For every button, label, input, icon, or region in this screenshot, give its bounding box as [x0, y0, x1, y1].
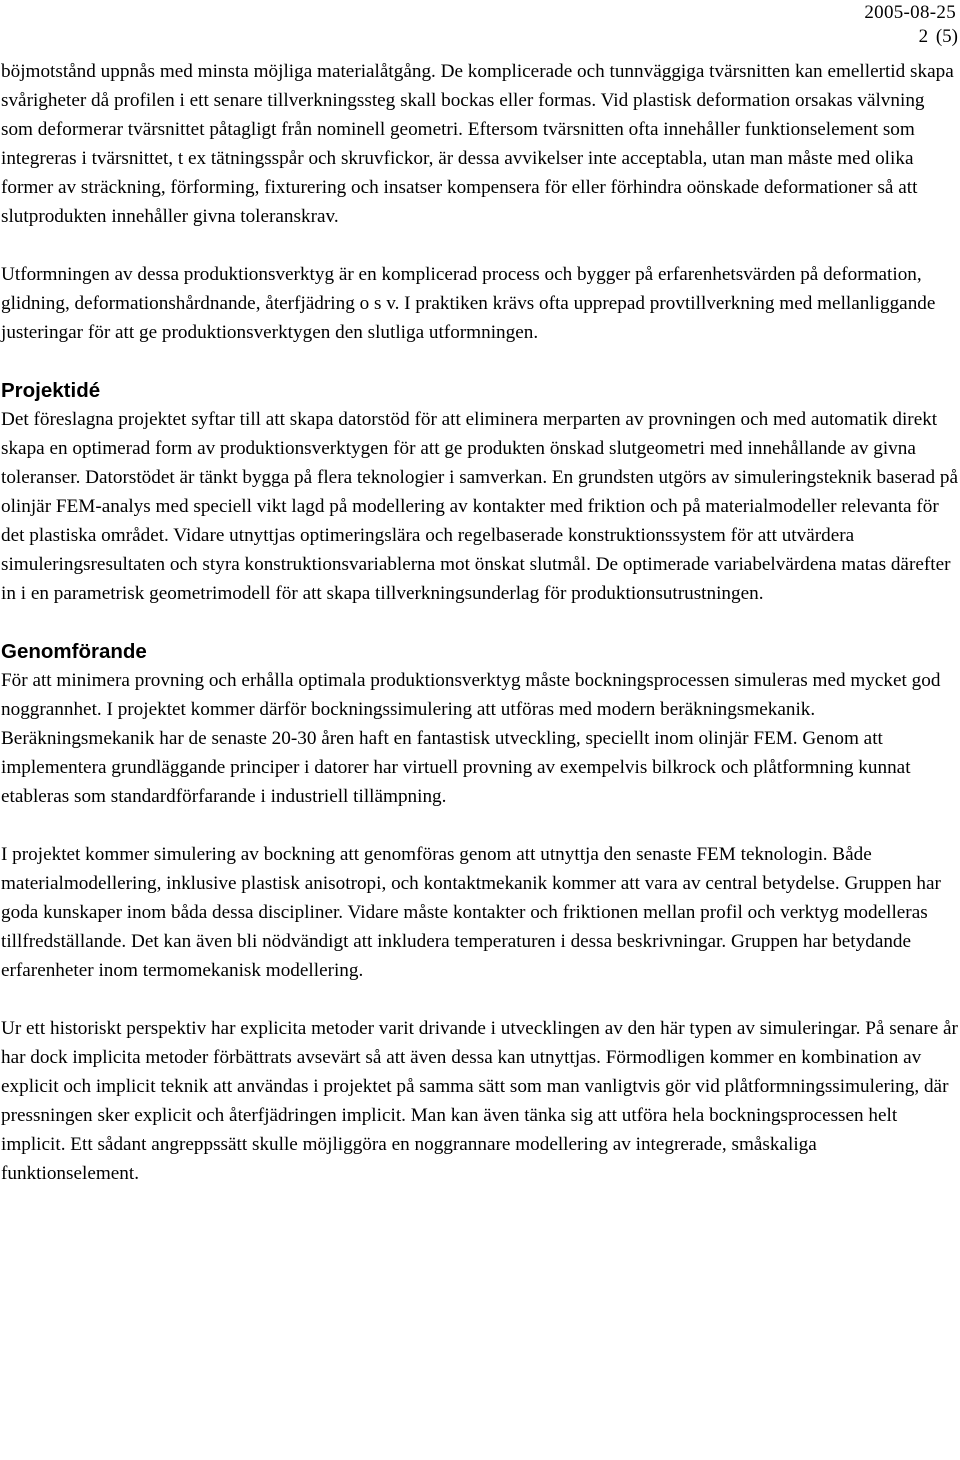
section-heading-genomforande: Genomförande	[1, 640, 147, 663]
document-body	[1, 57, 958, 1188]
paragraph-tool-design: Utformningen av dessa produktionsverktyg är en komplicerad process och bygger på erfarenhetsvärden på deformation, glidning, deformationshårdnande, återfjädring o s v. I praktiken krävs ofta upprepad provtillverkning med mellanliggande justeringar för att ge produktionsverktygen den slutliga utformningen.	[1, 264, 936, 343]
section-heading-projektide: Projektidé	[1, 379, 101, 402]
page-number: 2 (5)	[918, 26, 958, 47]
header-date: 2005-08-25	[864, 2, 956, 23]
paragraph-implementation-1: För att minimera provning och erhålla optimala produktionsverktyg måste bockningsprocessen simuleras med mycket god noggrannhet. I projektet kommer därför bockningssimulering att utföras med modern beräkningsmekanik. Beräkningsmekanik har de senaste 20-30 åren haft en fantastisk utveckling, speciellt inom olinjär FEM. Genom att implementera grundläggande principer i datorer har virtuell provning av exempelvis bilkrock och plåtformning kunnat etableras som standardförfarande i industriell tillämpning.	[1, 670, 941, 807]
paragraph-implementation-3: Ur ett historiskt perspektiv har explicita metoder varit drivande i utvecklingen av den här typen av simuleringar. På senare år har dock implicita metoder förbättrats avsevärt så att även dessa kan utnyttjas. Förmodligen kommer en kombination av explicit och implicit teknik att användas i projektet på samma sätt som man vanligtvis gör vid plåtformningssimulering, där pressningen sker explicit och återfjädringen implicit. Man kan även tänka sig att utföra hela bockningsprocessen helt implicit. Ett sådant angreppssätt skulle möjliggöra en noggrannare modellering av integrerade, småskaliga funktionselement.	[1, 1018, 958, 1184]
paragraph-implementation-2: I projektet kommer simulering av bockning att genomföras genom att utnyttja den senaste FEM teknologin. Både materialmodellering, inklusive plastisk anisotropi, och kontaktmekanik kommer att vara av central betydelse. Gruppen har goda kunskaper inom båda dessa discipliner. Vidare måste kontakter och friktionen mellan profil och verktyg modelleras tillfredställande. Det kan även bli nödvändigt att inkludera temperaturen i dessa beskrivningar. Gruppen har betydande erfarenheter inom termomekanisk modellering.	[1, 844, 941, 981]
paragraph-project-idea: Det föreslagna projektet syftar till att skapa datorstöd för att eliminera merparten av provningen och med automatik direkt skapa en optimerad form av produktionsverktygen för att ge produkten önskad slutgeometri med innehållande av givna toleranser. Datorstödet är tänkt bygga på flera teknologier i samverkan. En grundsten utgörs av simuleringsteknik baserad på olinjär FEM-analys med speciell vikt lagd på modellering av kontakter med friktion och på materialmodeller relevanta för det plastiska området. Vidare utnyttjas optimeringslära och regelbaserade konstruktionssystem för att utvärdera simuleringsresultaten och styra konstruktionsvariablerna mot önskat slutmål. De optimerade variabelvärdena matas därefter in i en parametrisk geometrimodell för att skapa tillverkningsunderlag för produktionsutrustningen.	[1, 409, 958, 604]
paragraph-continued: böjmotstånd uppnås med minsta möjliga materialåtgång. De komplicerade och tunnväggiga tvärsnitten kan emellertid skapa svårigheter då profilen i ett senare tillverkningssteg skall bockas eller formas. Vid plastisk deformation orsakas välvning som deformerar tvärsnittet påtagligt från nominell geometri. Eftersom tvärsnitten ofta innehåller funktionselement som integreras i tvärsnittet, t ex tätningsspår och skruvfickor, är dessa avvikelser inte acceptabla, utan man måste med olika former av sträckning, förforming, fixturering och insatser kompensera för eller förhindra oönskade deformationer så att slutprodukten innehåller givna toleranskrav.	[1, 61, 954, 227]
